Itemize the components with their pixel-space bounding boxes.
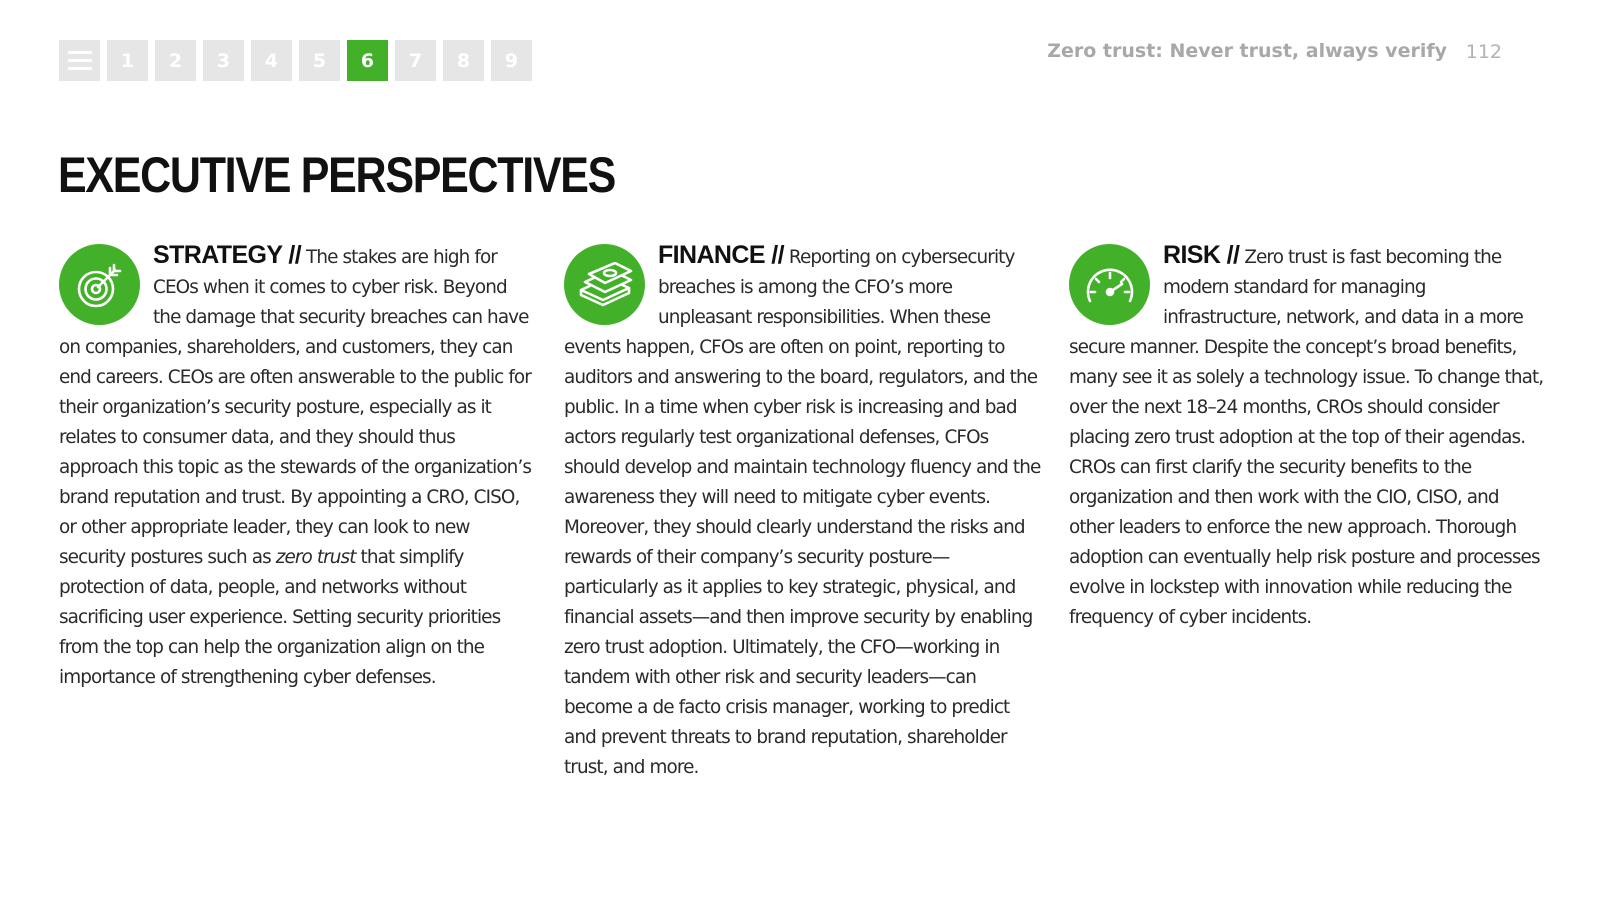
page-heading: EXECUTIVE PERSPECTIVES	[58, 147, 616, 203]
risk-text: Zero trust is fast becoming the modern standard for managing infrastructure, network, and data in a more secure manner. Despite the concept’s broad benefits, many see it as solely a technology issue. To change that, over the next 18–24 months, CROs should consider placing zero trust adoption at the top of their agendas. CROs can first clarify the security benefits to the organization and then work with the CIO, CISO, and other leaders to enforce the new approach. Thorough adoption can eventually help risk posture and processes evolve in lockstep with innovation while reducing the frequency of cyber incidents.	[1069, 247, 1544, 628]
menu-button[interactable]	[59, 40, 100, 81]
money-stack-icon	[564, 244, 645, 325]
strategy-text-part1: The stakes are high for CEOs when it comes to cyber risk. Beyond the damage that security breaches can have on companies, shareholders, and customers, they can end careers. CEOs are often answerable to the public for their organization’s security posture, especially as it relates to consumer data, and they should thus approach this topic as the stewards of the organization’s brand reputation and trust. By appointing a CRO, CISO, or other appropriate leader, they can look to new security postures such as	[59, 247, 532, 568]
page-button-8[interactable]: 8	[443, 40, 484, 81]
strategy-label: STRATEGY //	[153, 241, 302, 269]
page-button-3[interactable]: 3	[203, 40, 244, 81]
speedometer-icon	[1069, 244, 1150, 325]
risk-column	[1069, 240, 1547, 633]
finance-column	[564, 240, 1042, 783]
risk-label: RISK //	[1163, 241, 1240, 269]
page-button-1[interactable]: 1	[107, 40, 148, 81]
page-navigation	[59, 40, 532, 81]
page-button-2[interactable]: 2	[155, 40, 196, 81]
page-button-6-active[interactable]: 6	[347, 40, 388, 81]
document-title: Zero trust: Never trust, always verify	[1047, 40, 1447, 62]
page-button-5[interactable]: 5	[299, 40, 340, 81]
page-button-4[interactable]: 4	[251, 40, 292, 81]
strategy-text-part2: that simplify protection of data, people, and networks without sacrificing user experience. Setting security priorities from the top can help the organization align on the importance of strengthening cyber defenses.	[59, 547, 501, 688]
strategy-column	[59, 240, 537, 693]
page-button-9[interactable]: 9	[491, 40, 532, 81]
finance-label: FINANCE //	[658, 241, 784, 269]
strategy-emphasis: zero trust	[275, 547, 356, 568]
hamburger-menu-icon	[68, 51, 92, 70]
finance-text: Reporting on cybersecurity breaches is among the CFO’s more unpleasant responsibilities. When these events happen, CFOs are often on point, reporting to auditors and answering to the board, regulators, and the public. In a time when cyber risk is increasing and bad actors regularly test organizational defenses, CFOs should develop and maintain technology fluency and the awareness they will need to mitigate cyber events. Moreover, they should clearly understand the risks and rewards of their company’s security posture—particularly as it applies to key strategic, physical, and financial assets—and then improve security by enabling zero trust adoption. Ultimately, the CFO—working in tandem with other risk and security leaders—can become a de facto crisis manager, working to predict and prevent threats to brand reputation, shareholder trust, and more.	[564, 247, 1041, 778]
page-button-7[interactable]: 7	[395, 40, 436, 81]
page-number: 112	[1465, 41, 1502, 63]
target-icon	[59, 244, 140, 325]
